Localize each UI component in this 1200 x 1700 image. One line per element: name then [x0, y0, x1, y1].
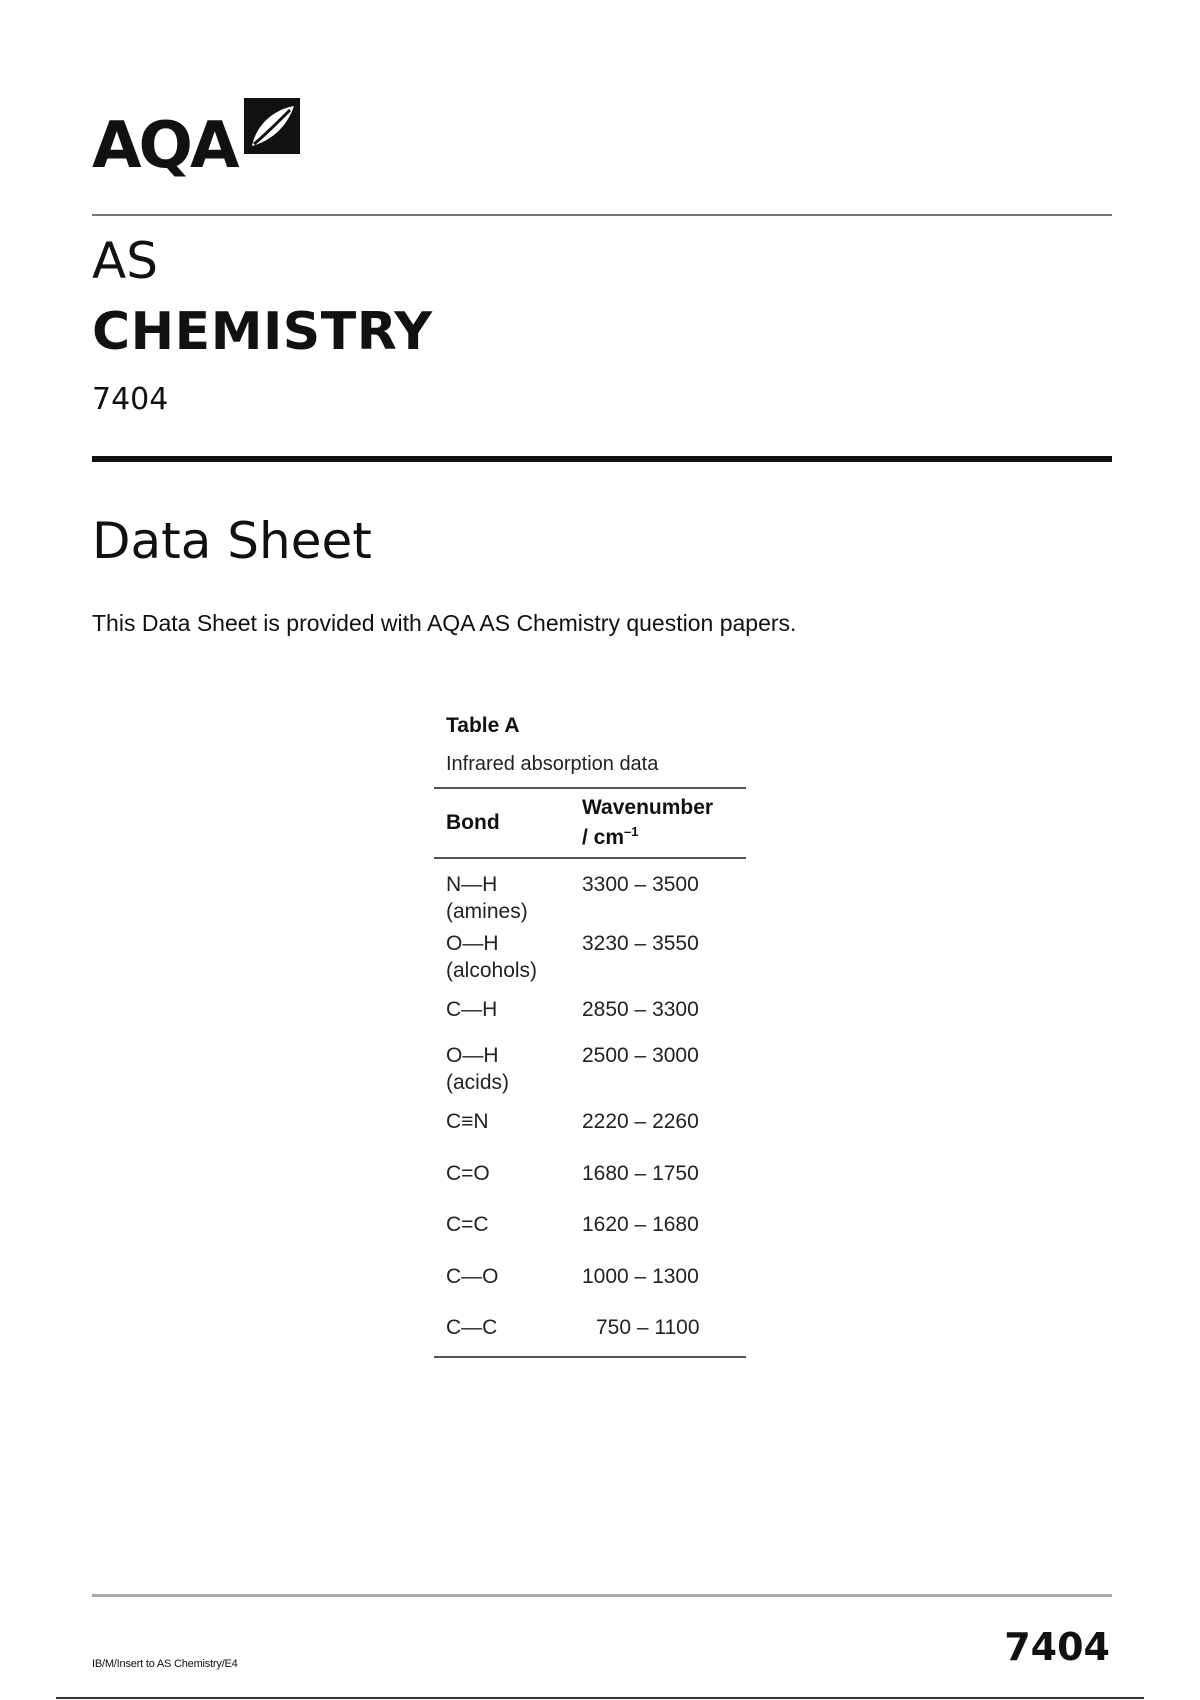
table-row	[434, 1263, 746, 1314]
wavenumber-range: 2220 – 2260	[582, 1110, 699, 1133]
wavenumber-range: 1000 – 1300	[582, 1265, 699, 1288]
table-caption: Table A	[446, 714, 520, 737]
footer-reference: IB/M/Insert to AS Chemistry/E4	[92, 1658, 238, 1670]
leaf-icon	[242, 96, 304, 158]
qualification-level: AS	[92, 232, 158, 290]
wavenumber-range: 3230 – 3550	[582, 932, 699, 955]
wavenumber-range: 3300 – 3500	[582, 873, 699, 896]
header-divider	[92, 214, 1112, 216]
table-row	[434, 1040, 746, 1108]
table-row	[434, 1160, 746, 1211]
table-row	[434, 1211, 746, 1263]
bond-label: C—C	[446, 1316, 498, 1339]
bond-note: (amines)	[446, 900, 528, 923]
subject-code: 7404	[92, 382, 169, 417]
table-row	[434, 992, 746, 1040]
table-row	[434, 865, 746, 930]
bond-label: C≡N	[446, 1110, 489, 1133]
bond-label: C=O	[446, 1162, 490, 1185]
header-wavenumber-label: Wavenumber	[582, 796, 714, 819]
bond-label: O—H	[446, 1044, 499, 1067]
footer-code: 7404	[1004, 1625, 1110, 1669]
bond-label: C=C	[446, 1213, 489, 1236]
table-subcaption: Infrared absorption data	[446, 753, 659, 775]
wavenumber-range: 750 – 1100	[596, 1316, 700, 1339]
table-bottom-rule	[434, 1356, 746, 1358]
bond-note: (alcohols)	[446, 959, 538, 982]
table-header-row	[434, 789, 746, 857]
wavenumber-range: 1680 – 1750	[582, 1162, 699, 1185]
header-wavenumber-exponent: –1	[624, 824, 639, 839]
page-bottom-edge	[56, 1697, 1144, 1699]
footer-divider	[92, 1594, 1112, 1597]
wavenumber-range: 1620 – 1680	[582, 1213, 699, 1236]
wavenumber-range: 2500 – 3000	[582, 1044, 699, 1067]
bond-note: (acids)	[446, 1071, 510, 1094]
bond-label: O—H	[446, 932, 499, 955]
bond-label: C—H	[446, 998, 498, 1021]
subject-title: CHEMISTRY	[92, 302, 433, 362]
intro-text: This Data Sheet is provided with AQA AS Chemistry question papers.	[92, 610, 797, 636]
wavenumber-range: 2850 – 3300	[582, 998, 699, 1021]
aqa-logo-text: AQA	[92, 109, 237, 183]
header-bond: Bond	[446, 811, 500, 834]
table-body	[434, 859, 746, 1356]
infrared-table	[434, 712, 746, 1358]
header-wavenumber	[582, 796, 746, 850]
header-wavenumber-unit: / cm	[582, 826, 625, 849]
bond-label: C—O	[446, 1265, 499, 1288]
table-row	[434, 1314, 746, 1350]
table-row	[434, 1108, 746, 1160]
bond-label: N—H	[446, 873, 498, 896]
aqa-logo	[92, 96, 304, 183]
title-divider	[92, 456, 1112, 462]
table-row	[434, 930, 746, 992]
page-title: Data Sheet	[92, 512, 372, 570]
